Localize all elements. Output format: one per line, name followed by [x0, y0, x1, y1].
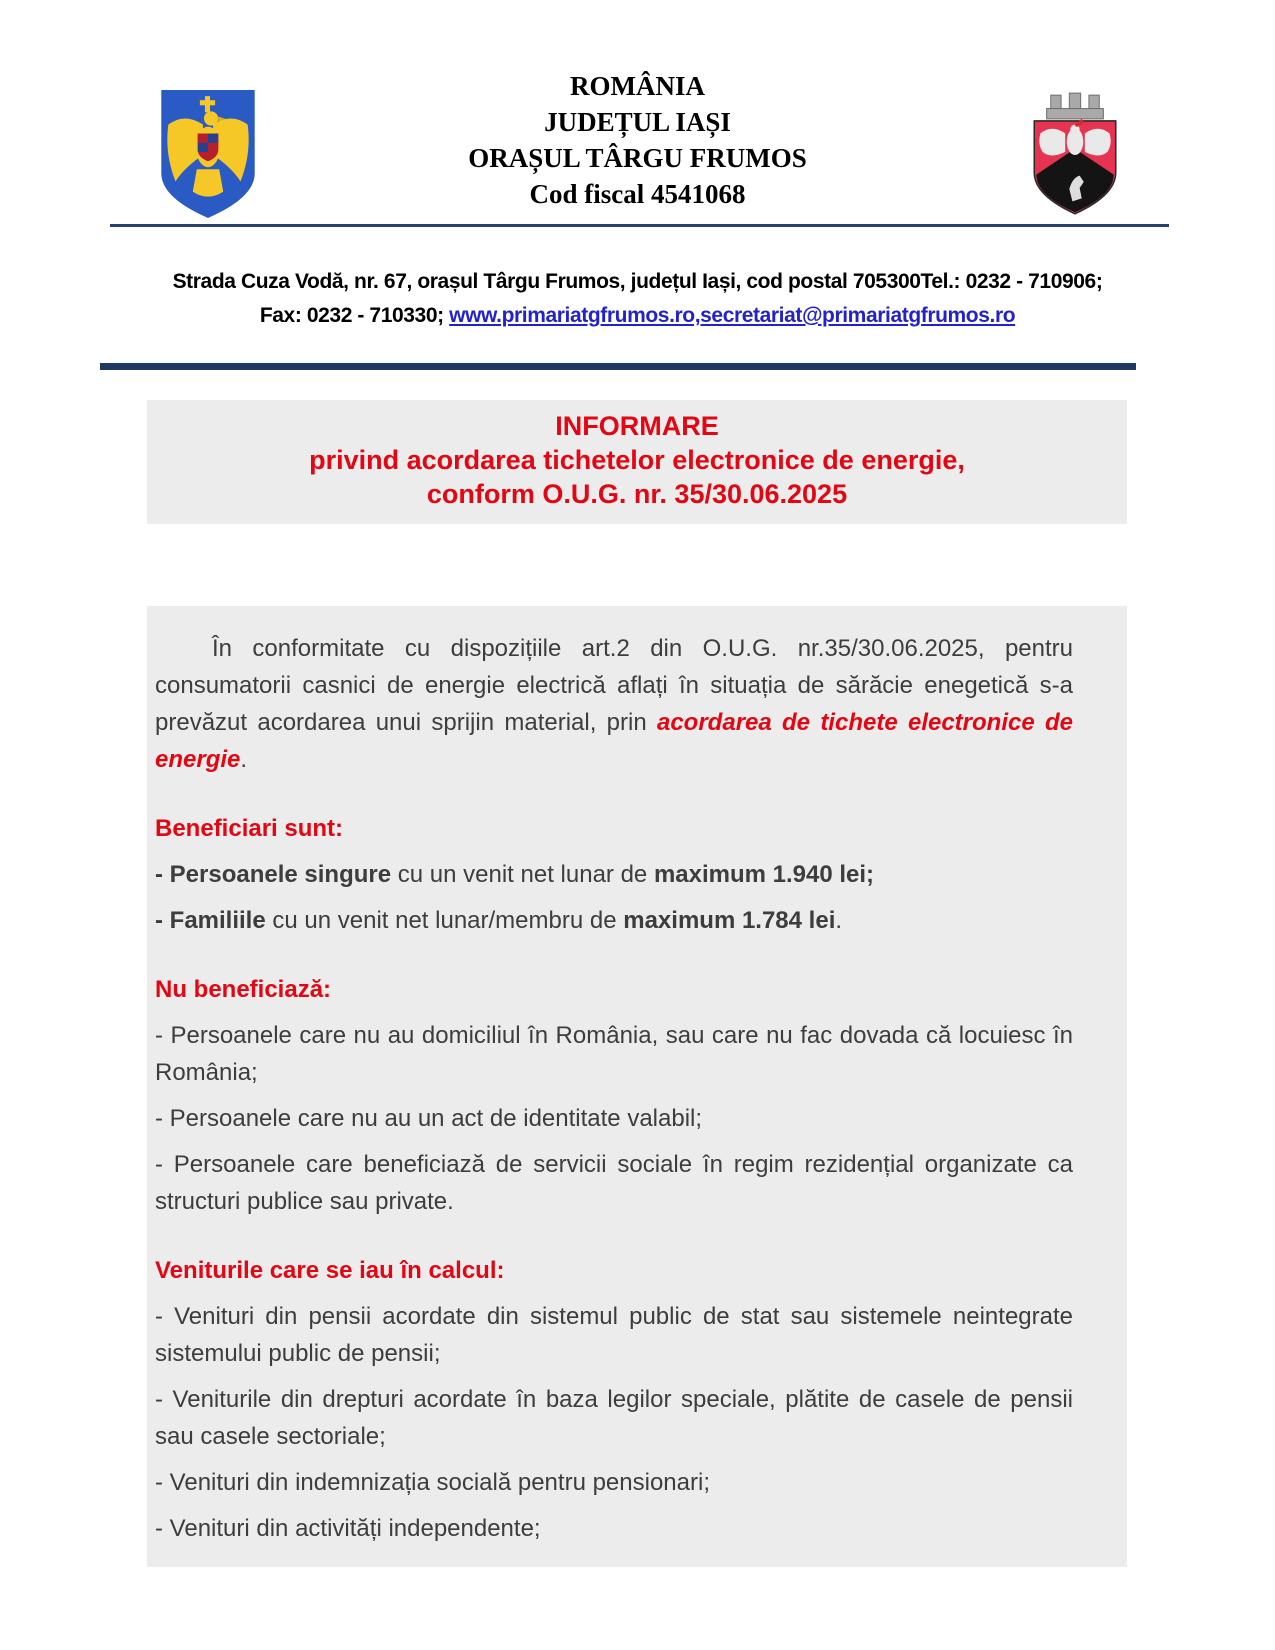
beneficiary-item-1-mid: cu un venit net lunar de: [391, 861, 654, 888]
notice-body: [147, 606, 1127, 1567]
beneficiary-item-1: [155, 856, 1073, 893]
exclusion-item-2: - Persoanele care nu au un act de identitate valabil;: [155, 1105, 703, 1132]
beneficiary-item-2: [155, 902, 1073, 939]
beneficiary-item-1-amount: maximum 1.940 lei;: [653, 861, 875, 888]
header-country: ROMÂNIA: [570, 71, 705, 101]
notice-subtitle-1: privind acordarea tichetelor electronice de energie,: [309, 445, 965, 475]
beneficiary-item-2-amount: maximum 1.784 lei: [623, 907, 836, 934]
beneficiary-item-2-tail: .: [835, 907, 843, 934]
website-email-link[interactable]: www.primariatgfrumos.ro,secretariat@primariatgfrumos.ro: [449, 304, 1016, 327]
notice-subtitle-2: conform O.U.G. nr. 35/30.06.2025: [426, 479, 848, 509]
header-divider-line: [110, 224, 1169, 227]
exclusion-item-1: - Persoanele care nu au domiciliul în România, sau care nu fac dovada că locuiesc în România;: [155, 1022, 1073, 1086]
beneficiary-item-1-lead: - Persoanele singure: [155, 861, 392, 888]
income-item-4: - Venituri din activități independente;: [155, 1515, 541, 1542]
incomes-heading: Veniturile care se iau în calcul:: [155, 1257, 505, 1284]
income-item-1: - Venituri din pensii acordate din sistemul public de stat sau sistemele neintegrate sistemului public de pensii;: [155, 1303, 1073, 1367]
income-item-3: - Venituri din indemnizația socială pentru pensionari;: [155, 1469, 710, 1496]
header-city: ORAȘUL TÂRGU FRUMOS: [468, 143, 807, 173]
exclusion-item-3: - Persoanele care beneficiază de servicii sociale în regim rezidențial organizate ca structuri publice sau private.: [155, 1151, 1073, 1215]
romania-coat-of-arms-icon: [158, 88, 258, 220]
beneficiary-item-2-lead: - Familiile: [155, 907, 266, 934]
notice-title-block: [147, 400, 1127, 524]
intro-paragraph: [155, 630, 1073, 778]
header-fiscal-code: Cod fiscal 4541068: [529, 179, 746, 209]
document-header: [0, 0, 1275, 212]
fax-label: Fax: 0232 - 710330;: [259, 304, 450, 327]
beneficiaries-heading: Beneficiari sunt:: [155, 815, 344, 842]
intro-highlight: acordarea de tichete electronice de energie: [155, 709, 1073, 773]
contact-address-line: Strada Cuza Vodă, nr. 67, orașul Târgu Frumos, județul Iași, cod postal 705300Tel.: 0232 - 710906;: [172, 270, 1103, 293]
section-divider-bar: [100, 363, 1136, 370]
intro-tail: .: [240, 746, 248, 773]
contact-block: [0, 265, 1275, 333]
intro-lead: În conformitate cu dispozițiile art.2 din O.U.G. nr.35/30.06.2025, pentru consumatorii casnici de energie electrică aflați în situația de sărăcie enegetică s-a prevăzut acordarea unui sprijin material, prin: [155, 635, 1073, 736]
header-county: JUDEȚUL IAȘI: [544, 107, 731, 137]
income-item-2: - Veniturile din drepturi acordate în baza legilor speciale, plătite de casele de pensii sau casele sectoriale;: [155, 1386, 1073, 1450]
non-beneficiaries-heading: Nu beneficiază:: [155, 976, 332, 1003]
notice-title: INFORMARE: [555, 411, 719, 441]
beneficiary-item-2-mid: cu un venit net lunar/membru de: [265, 907, 624, 934]
contact-fax-line: [0, 299, 1275, 333]
targu-frumos-crest-icon: [1026, 92, 1124, 218]
